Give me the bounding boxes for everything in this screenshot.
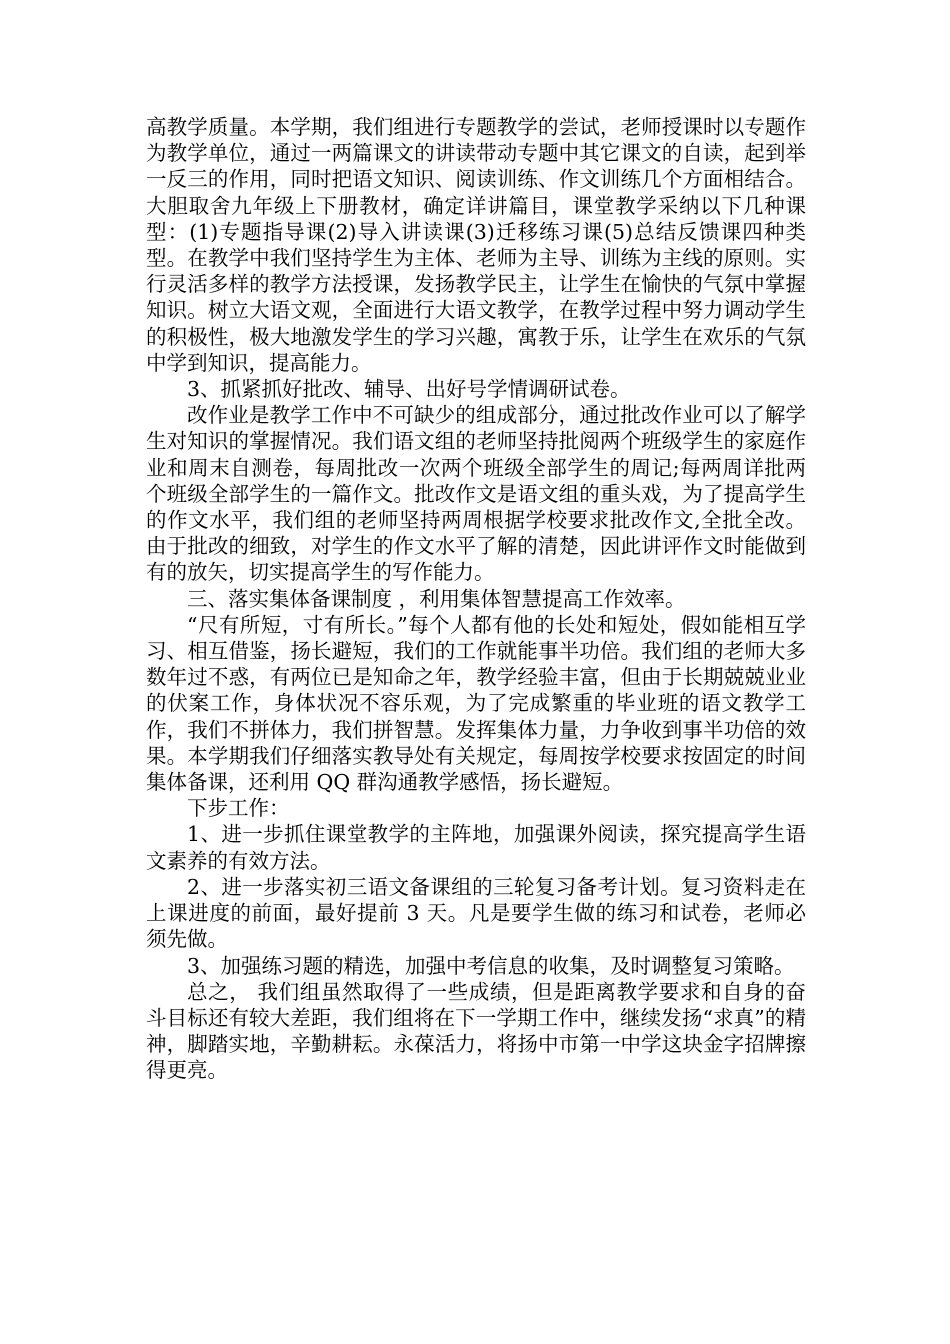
paragraph-next-step-2: 2、进一步落实初三语文备课组的三轮复习备考计划。复习资料走在上课进度的前面，最好提前 3 天。凡是要学生做的练习和试卷，老师必须先做。 [146,874,806,952]
paragraph-heading-grading: 3、抓紧抓好批改、辅导、出好号学情调研试卷。 [187,377,631,402]
document-body [146,114,806,1084]
paragraph-heading-collective-planning: 三、落实集体备课制度 ，利用集体智慧提高工作效率。 [187,586,686,611]
paragraph-next-step-1: 1、进一步抓住课堂教学的主阵地，加强课外阅读，探究提高学生语文素养的有效方法。 [146,822,806,873]
paragraph-continuation: 高教学质量。本学期，我们组进行专题教学的尝试，老师授课时以专题作为教学单位，通过一两篇课文的讲读带动专题中其它课文的自读，起到举一反三的作用，同时把语文知识、阅读训练、作文训练几个方面相结合。大胆取舍九年级上下册教材，确定详讲篇目，课堂教学采纳以下几种课型：(1)专题指导课(2)导入讲读课(3)迁移练习课(5)总结反馈课四种类型。在教学中我们坚持学生为主体、老师为主导、训练为主线的原则。实行灵活多样的教学方法授课，发扬教学民主，让学生在愉快的气氛中掌握知识。树立大语文观，全面进行大语文教学，在教学过程中努力调动学生的积极性，极大地激发学生的学习兴趣，寓教于乐，让学生在欢乐的气氛中学到知识，提高能力。 [146,115,806,375]
paragraph-next-steps-heading: 下步工作： [187,796,290,821]
paragraph-collective-planning-details: “尺有所短，寸有所长。”每个人都有他的长处和短处，假如能相互学习、相互借鉴，扬长避短，我们的工作就能事半功倍。我们组的老师大多数年过不惑，有两位已是知命之年，教学经验丰富，但由于长期兢兢业业的伏案工作，身体状况不容乐观，为了完成繁重的毕业班的语文教学工作，我们不拼体力，我们拼智慧。发挥集体力量，力争收到事半功倍的效果。本学期我们仔细落实教导处有关规定，每周按学校要求按固定的时间集体备课，还利用 QQ 群沟通教学感悟，扬长避短。 [146,612,806,795]
paragraph-grading-details: 改作业是教学工作中不可缺少的组成部分，通过批改作业可以了解学生对知识的掌握情况。我们语文组的老师坚持批阅两个班级学生的家庭作业和周末自测卷，每周批改一次两个班级全部学生的周记;每两周详批两个班级全部学生的一篇作文。批改作文是语文组的重头戏，为了提高学生的作文水平，我们组的老师坚持两周根据学校要求批改作文,全批全改。由于批改的细致，对学生的作文水平了解的清楚，因此讲评作文时能做到有的放矢，切实提高学生的写作能力。 [146,403,806,585]
paragraph-conclusion: 总之， 我们组虽然取得了一些成绩，但是距离教学要求和自身的奋斗目标还有较大差距，我们组将在下一学期工作中，继续发扬“求真”的精神，脚踏实地，辛勤耕耘。永葆活力，将扬中市第一中学这块金字招牌擦得更亮。 [146,979,806,1083]
paragraph-next-step-3: 3、加强练习题的精选，加强中考信息的收集，及时调整复习策略。 [187,953,795,978]
